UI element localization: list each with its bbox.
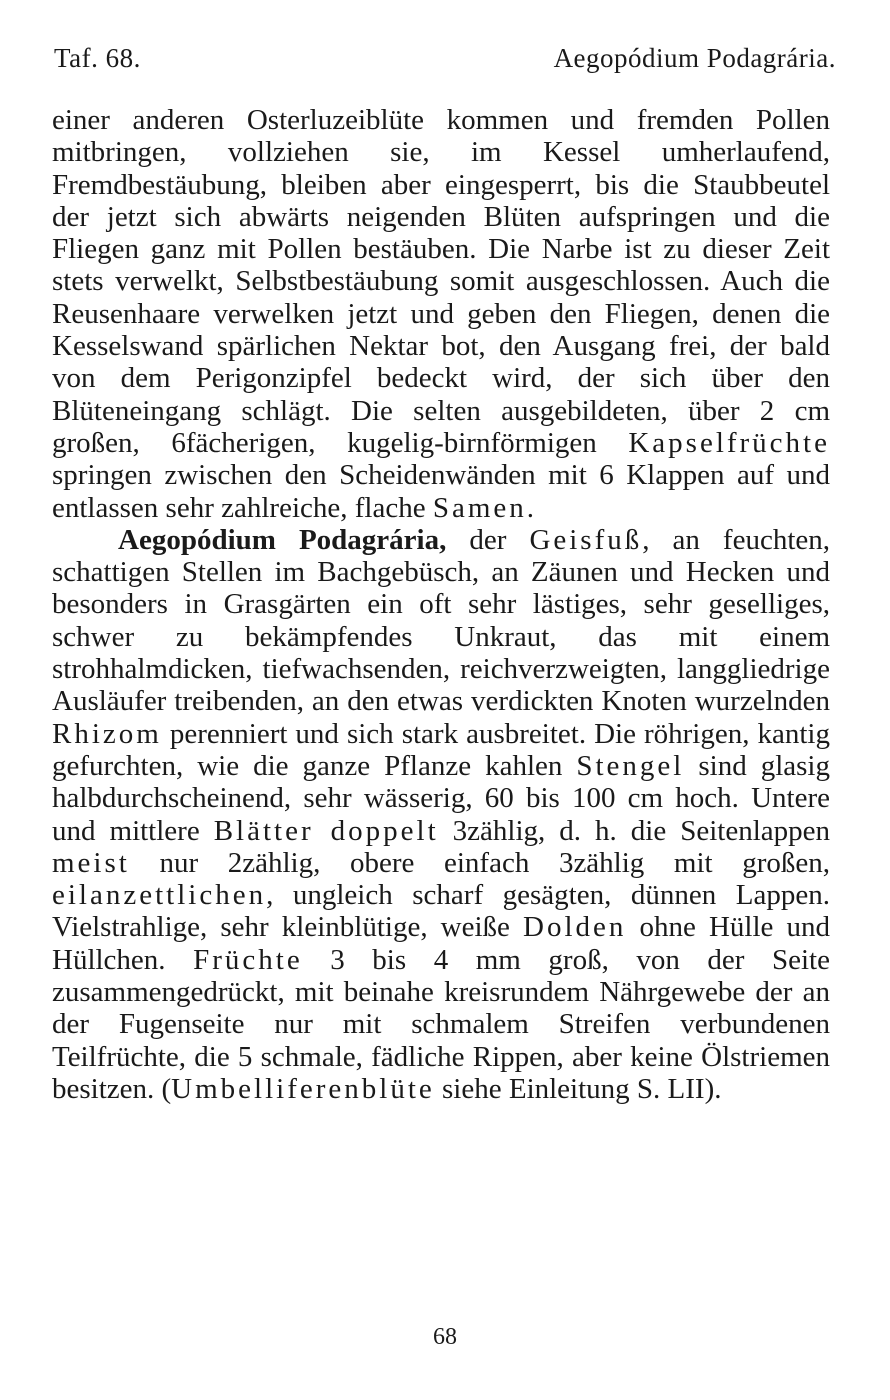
emphasized-term: meist [52, 846, 130, 879]
text-run: der [446, 523, 530, 556]
species-common-name: Geisfuß [529, 523, 643, 556]
emphasized-term: Umbelliferenblüte [171, 1072, 435, 1105]
text-run: 3zählig, d. h. die Seitenlappen [438, 814, 831, 847]
text-run: . [526, 491, 535, 524]
emphasized-term: Früchte [193, 943, 303, 976]
paragraph-species-description [52, 524, 830, 1105]
emphasized-term: Dolden [523, 911, 627, 944]
running-header [54, 38, 836, 78]
text-run: einer anderen Osterluzeiblüte kommen und fremden Pollen mitbringen, vollziehen sie, im Kessel umherlaufend, Fremdbestäubung, bleiben aber eingesperrt, bis die Staubbeutel der jetzt sich abwärts neigenden Blüten aufspringen und die Fliegen ganz mit Pollen bestäuben. Die Narbe ist zu dieser Zeit stets verwelkt, Selbstbestäubung somit ausgeschlossen. Auch die Reusenhaare verwelken jetzt und geben den Fliegen, denen die Kesselswand spärlichen Nektar bot, den Ausgang frei, der bald von dem Perigonzipfel bedeckt wird, der sich über den Blüteneingang schlägt. Die selten ausgebildeten, über 2 cm großen, 6fächerigen, kugelig-birnförmigen [52, 104, 830, 459]
emphasized-term: eilanzettlichen [52, 879, 267, 912]
species-running-title: Aegopódium Podagrária. [553, 43, 836, 73]
text-run: perenniert und sich stark ausbreitet. Die röhrigen, kantig gefurchten, wie die ganze Pflanze kahlen [52, 717, 830, 782]
page-number: 68 [433, 1324, 457, 1350]
text-run: nur 2zählig, obere einfach 3zählig mit großen, [129, 846, 830, 879]
emphasized-term: Samen [432, 491, 527, 524]
emphasized-term: Kapselfrüchte [628, 426, 830, 459]
species-latin-name: Aegopódium Podagrária, [118, 523, 447, 556]
text-run: siehe Einleitung S. LII). [434, 1072, 722, 1105]
text-run: sind glasig halbdurchscheinend, sehr wässerig, 60 bis 100 cm hoch. Untere und mittlere [52, 749, 830, 847]
emphasized-term: Rhizom [52, 717, 162, 750]
emphasized-term: Blätter doppelt [213, 814, 439, 847]
paragraph-continuation [52, 104, 830, 524]
emphasized-term: Stengel [576, 749, 685, 782]
text-run: , an feuchten, schattigen Stellen im Bachgebüsch, an Zäunen und Hecken und besonders in Grasgärten ein oft sehr lästiges, sehr geselliges, schwer zu bekämpfendes Unkraut, das mit einem strohhalmdicken, tiefwachsenden, reichverzweigten, langgliedrige Ausläufer treibenden, an den etwas verdickten Knoten wurzelnden [52, 523, 831, 718]
text-run: springen zwischen den Scheidenwänden mit 6 Klappen auf und entlassen sehr zahlreiche, flache [52, 459, 830, 524]
text-run: ohne Hülle und Hüllchen. [52, 911, 830, 976]
text-run: , ungleich scharf gesägten, dünnen Lappen. Vielstrahlige, sehr kleinblütige, weiße [52, 879, 830, 944]
body-text [52, 104, 830, 1105]
text-run: 3 bis 4 mm groß, von der Seite zusammengedrückt, mit beinahe kreisrundem Nährgewebe der an der Fugenseite nur mit schmalem Streifen verbundenen Teilfrüchte, die 5 schmale, fädliche Rippen, aber keine Ölstriemen besitzen. ( [52, 943, 830, 1105]
plate-number: Taf. 68. [54, 43, 141, 73]
